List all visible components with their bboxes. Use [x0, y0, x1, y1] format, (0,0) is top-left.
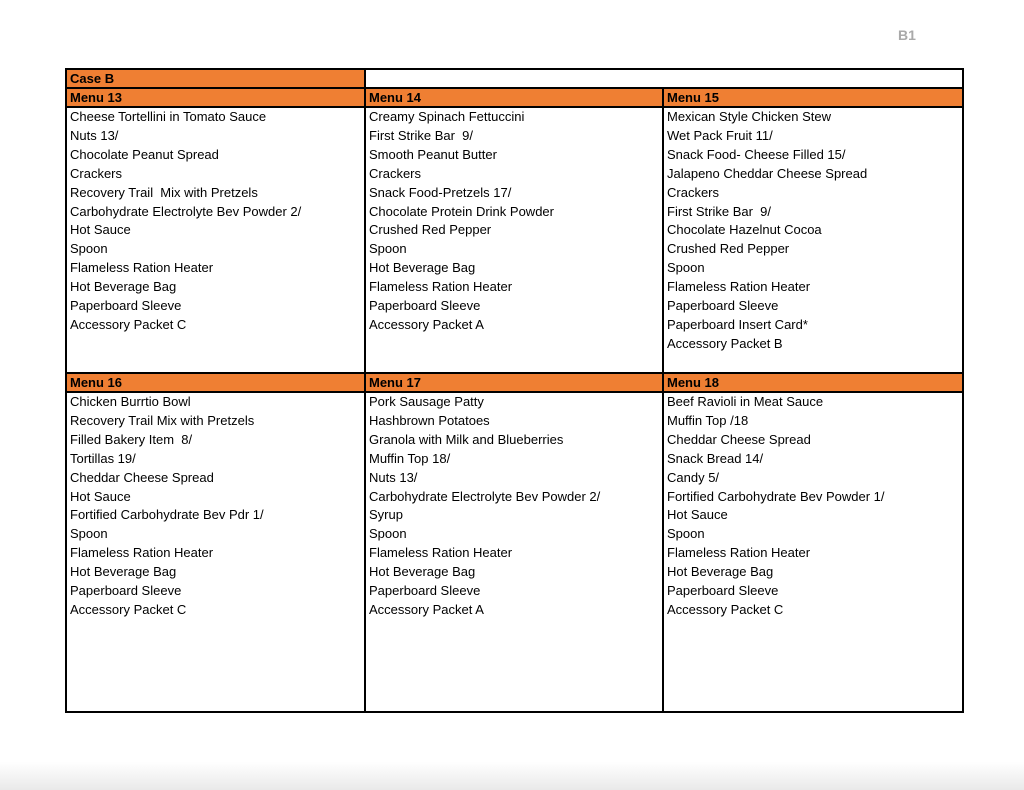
menu-item: Carbohydrate Electrolyte Bev Powder 2/: [369, 488, 601, 504]
menu-item: Paperboard Insert Card*: [667, 316, 808, 332]
menu-item: Creamy Spinach Fettuccini: [369, 109, 525, 124]
menu-item: Nuts 13/: [70, 127, 119, 143]
menu-13-header: Menu 13: [66, 88, 365, 107]
menu-item: Cheddar Cheese Spread: [70, 469, 214, 485]
menu-15-header: Menu 15: [663, 88, 963, 107]
menu-table: [65, 68, 964, 713]
menu-14-items: [365, 107, 663, 373]
menu-item: Wet Pack Fruit 11/: [667, 127, 773, 143]
menu-item: Nuts 13/: [369, 469, 418, 485]
menu-item: Carbohydrate Electrolyte Bev Powder 2/: [70, 203, 302, 219]
menu-item: Spoon: [667, 526, 705, 542]
menu-item: Crushed Red Pepper: [369, 222, 492, 238]
menu-body-row-1: [66, 107, 963, 373]
menu-item: Filled Bakery Item 8/: [70, 431, 193, 447]
menu-item: Crackers: [70, 165, 123, 181]
page-bottom-shadow: [0, 762, 1024, 790]
case-row: [66, 69, 963, 88]
menu-item: Flameless Ration Heater: [369, 545, 513, 561]
menu-item: Chocolate Peanut Spread: [70, 146, 219, 162]
menu-item: Cheddar Cheese Spread: [667, 431, 811, 447]
menu-item: Hot Sauce: [70, 222, 131, 238]
menu-17-header: Menu 17: [365, 373, 663, 392]
menu-body-row-2: [66, 392, 963, 712]
menu-item: Hot Beverage Bag: [667, 564, 774, 580]
menu-item: Hashbrown Potatoes: [369, 412, 490, 428]
menu-item: Syrup: [369, 507, 403, 523]
menu-item: Recovery Trail Mix with Pretzels: [70, 412, 255, 428]
menu-item: Hot Beverage Bag: [70, 564, 177, 580]
menu-item: Tortillas 19/: [70, 450, 136, 466]
menu-item: Snack Food-Pretzels 17/: [369, 184, 512, 200]
menu-item: Accessory Packet B: [667, 335, 783, 351]
menu-16-header: Menu 16: [66, 373, 365, 392]
menu-item: Accessory Packet A: [369, 316, 484, 332]
menu-item: Accessory Packet A: [369, 601, 484, 617]
menu-item: First Strike Bar 9/: [667, 203, 772, 219]
menu-item: Mexican Style Chicken Stew: [667, 109, 832, 124]
menu-item: Granola with Milk and Blueberries: [369, 431, 564, 447]
menu-item: Spoon: [369, 526, 407, 542]
menu-18-items: [663, 392, 963, 712]
menu-item: Cheese Tortellini in Tomato Sauce: [70, 109, 267, 124]
menu-item: Flameless Ration Heater: [70, 545, 214, 561]
menu-item: Spoon: [70, 241, 108, 257]
menu-item: Hot Sauce: [667, 507, 728, 523]
case-blank-cell: [365, 69, 963, 88]
menu-item: Paperboard Sleeve: [667, 583, 779, 599]
menu-item: Crushed Red Pepper: [667, 241, 790, 257]
menu-item: Hot Sauce: [70, 488, 131, 504]
menu-item: Fortified Carbohydrate Bev Powder 1/: [667, 488, 885, 504]
menu-item: Paperboard Sleeve: [369, 583, 481, 599]
menu-item: Chocolate Hazelnut Cocoa: [667, 222, 822, 238]
menu-item: Chicken Burrtio Bowl: [70, 394, 191, 409]
menu-item: Flameless Ration Heater: [369, 279, 513, 295]
menu-item: Crackers: [369, 165, 422, 181]
menu-item: Pork Sausage Patty: [369, 394, 484, 409]
menu-item: Smooth Peanut Butter: [369, 146, 497, 162]
menu-item: Candy 5/: [667, 469, 720, 485]
menu-item: Paperboard Sleeve: [369, 298, 481, 314]
case-label: Case B: [66, 69, 365, 88]
menu-item: Paperboard Sleeve: [667, 298, 779, 314]
menu-14-header: Menu 14: [365, 88, 663, 107]
menu-item: Beef Ravioli in Meat Sauce: [667, 394, 824, 409]
menu-item: Snack Food- Cheese Filled 15/: [667, 146, 846, 162]
menu-item: Muffin Top /18: [667, 412, 749, 428]
menu-16-items: [66, 392, 365, 712]
menu-item: Flameless Ration Heater: [667, 279, 811, 295]
menu-18-header: Menu 18: [663, 373, 963, 392]
menu-item: Accessory Packet C: [70, 601, 187, 617]
page-label: B1: [898, 27, 916, 43]
menu-item: Spoon: [369, 241, 407, 257]
menu-item: Accessory Packet C: [667, 601, 784, 617]
menu-13-items: [66, 107, 365, 373]
menu-item: Hot Beverage Bag: [70, 279, 177, 295]
menu-item: Spoon: [667, 260, 705, 276]
menu-header-row-2: [66, 373, 963, 392]
menu-header-row-1: [66, 88, 963, 107]
menu-item: Crackers: [667, 184, 720, 200]
menu-item: First Strike Bar 9/: [369, 127, 474, 143]
menu-item: Paperboard Sleeve: [70, 583, 182, 599]
menu-item: Paperboard Sleeve: [70, 298, 182, 314]
menu-item: Snack Bread 14/: [667, 450, 764, 466]
menu-item: Spoon: [70, 526, 108, 542]
menu-item: Flameless Ration Heater: [70, 260, 214, 276]
menu-item: Accessory Packet C: [70, 316, 187, 332]
menu-item: Flameless Ration Heater: [667, 545, 811, 561]
menu-17-items: [365, 392, 663, 712]
menu-15-items: [663, 107, 963, 373]
menu-item: Hot Beverage Bag: [369, 260, 476, 276]
menu-item: Fortified Carbohydrate Bev Pdr 1/: [70, 507, 264, 523]
menu-item: Muffin Top 18/: [369, 450, 451, 466]
menu-item: Jalapeno Cheddar Cheese Spread: [667, 165, 868, 181]
menu-item: Recovery Trail Mix with Pretzels: [70, 184, 258, 200]
menu-item: Hot Beverage Bag: [369, 564, 476, 580]
menu-item: Chocolate Protein Drink Powder: [369, 203, 554, 219]
